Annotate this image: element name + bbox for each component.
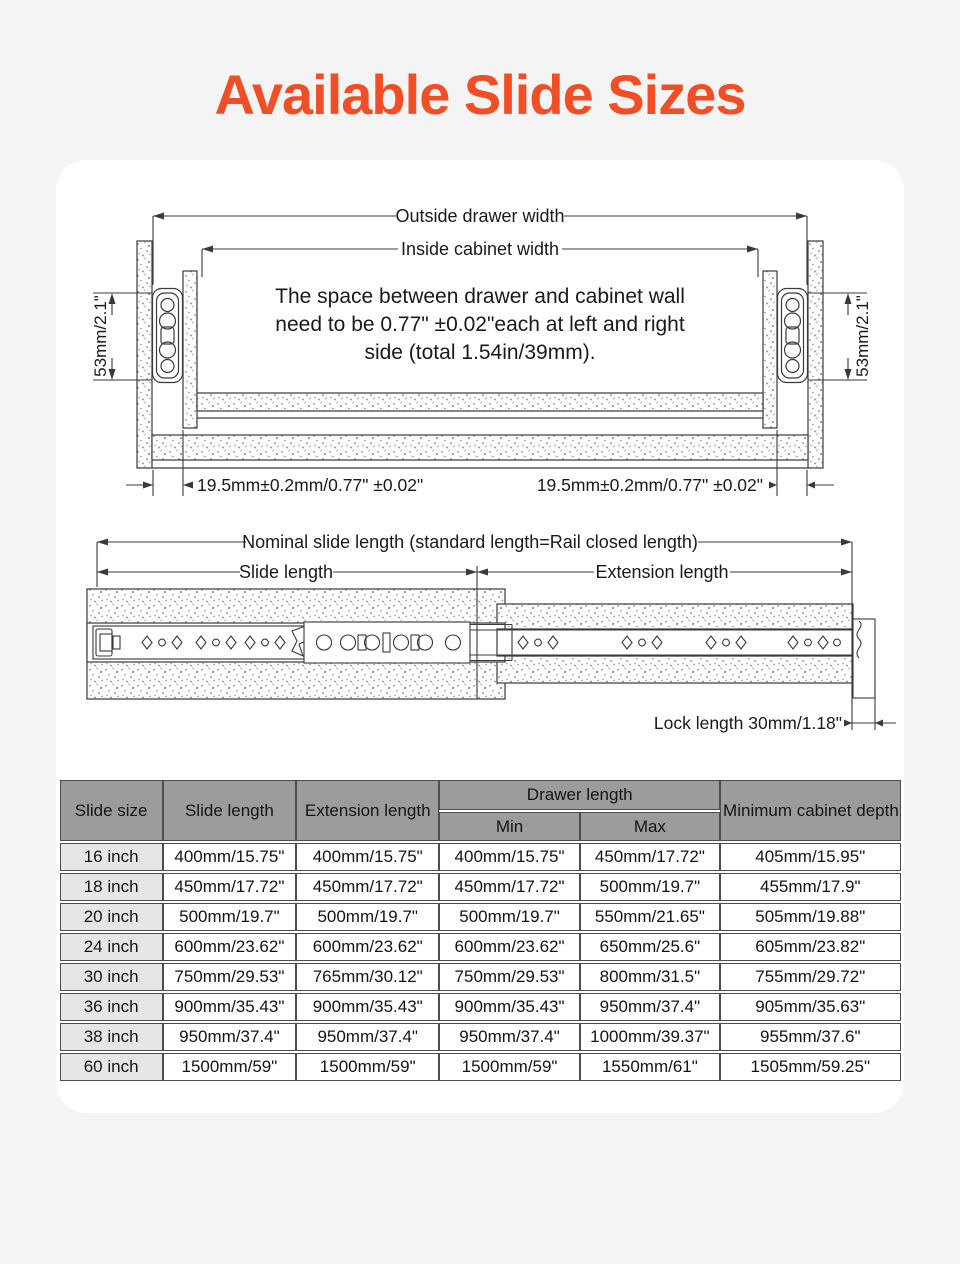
cell-drawer-min: 1500mm/59": [439, 1053, 579, 1081]
cell-drawer-max: 450mm/17.72": [580, 843, 720, 871]
clearance-note-line1: The space between drawer and cabinet wall: [275, 285, 685, 308]
slide-length-diagram: [56, 523, 904, 763]
table-row: [60, 963, 901, 991]
cell-drawer-max: 1550mm/61": [580, 1053, 720, 1081]
header-slide-length: Slide length: [163, 780, 296, 841]
cell-min-cabinet-depth: 1505mm/59.25": [720, 1053, 900, 1081]
cabinet-wall-left: [137, 241, 152, 468]
cell-size: 60 inch: [60, 1053, 163, 1081]
header-extension-length: Extension length: [296, 780, 439, 841]
table-row: [60, 1053, 901, 1081]
cell-slide-length: 900mm/35.43": [163, 993, 296, 1021]
clearance-note: [275, 285, 685, 364]
cell-extension-length: 900mm/35.43": [296, 993, 439, 1021]
cell-min-cabinet-depth: 755mm/29.72": [720, 963, 900, 991]
drawer-side-left: [183, 271, 197, 428]
slide-height-label-left: 53mm/2.1": [91, 295, 110, 377]
table-row: [60, 933, 901, 961]
cell-size: 24 inch: [60, 933, 163, 961]
cell-slide-length: 500mm/19.7": [163, 903, 296, 931]
cell-min-cabinet-depth: 905mm/35.63": [720, 993, 900, 1021]
cell-size: 20 inch: [60, 903, 163, 931]
cell-drawer-min: 900mm/35.43": [439, 993, 579, 1021]
lock-length-label: Lock length 30mm/1.18": [653, 713, 842, 733]
slide-sizes-table: [60, 778, 901, 1083]
cell-size: 36 inch: [60, 993, 163, 1021]
ball-bearing-carriage: [292, 622, 470, 663]
cell-drawer-min: 450mm/17.72": [439, 873, 579, 901]
cell-extension-length: 765mm/30.12": [296, 963, 439, 991]
cell-min-cabinet-depth: 605mm/23.82": [720, 933, 900, 961]
header-min-cabinet-depth: Minimum cabinet depth: [720, 780, 900, 841]
cell-size: 38 inch: [60, 1023, 163, 1051]
cell-slide-length: 600mm/23.62": [163, 933, 296, 961]
header-slide-size: Slide size: [60, 780, 163, 841]
cell-drawer-max: 800mm/31.5": [580, 963, 720, 991]
drawer-side-right: [763, 271, 777, 428]
cell-size: 30 inch: [60, 963, 163, 991]
cell-min-cabinet-depth: 455mm/17.9": [720, 873, 900, 901]
cell-slide-length: 950mm/37.4": [163, 1023, 296, 1051]
drawer-bottom-panel: [197, 393, 763, 411]
header-drawer-max: Max: [580, 812, 720, 841]
rail-channel-right: [497, 629, 853, 656]
clearance-note-line3: side (total 1.54in/39mm).: [364, 341, 596, 364]
cell-size: 18 inch: [60, 873, 163, 901]
nominal-length-label: Nominal slide length (standard length=Rail closed length): [242, 532, 698, 552]
cell-min-cabinet-depth: 405mm/15.95": [720, 843, 900, 871]
cell-extension-length: 1500mm/59": [296, 1053, 439, 1081]
header-drawer-length: Drawer length: [439, 780, 720, 810]
cell-drawer-max: 950mm/37.4": [580, 993, 720, 1021]
cell-slide-length: 750mm/29.53": [163, 963, 296, 991]
table-row: [60, 903, 901, 931]
cell-slide-length: 400mm/15.75": [163, 843, 296, 871]
table-header: [60, 780, 901, 841]
cell-drawer-min: 950mm/37.4": [439, 1023, 579, 1051]
table-row: [60, 993, 901, 1021]
cell-extension-length: 950mm/37.4": [296, 1023, 439, 1051]
cell-min-cabinet-depth: 505mm/19.88": [720, 903, 900, 931]
cell-slide-length: 1500mm/59": [163, 1053, 296, 1081]
cell-extension-length: 400mm/15.75": [296, 843, 439, 871]
cell-extension-length: 450mm/17.72": [296, 873, 439, 901]
cell-drawer-max: 500mm/19.7": [580, 873, 720, 901]
cell-slide-length: 450mm/17.72": [163, 873, 296, 901]
cabinet-wall-right: [808, 241, 823, 468]
content-card: [56, 160, 904, 1113]
cabinet-bottom-panel: [152, 435, 808, 460]
infographic-page: [0, 64, 960, 1113]
table-row: [60, 873, 901, 901]
page-title: Available Slide Sizes: [214, 63, 746, 126]
bottom-clearance-label-left: 19.5mm±0.2mm/0.77" ±0.02": [197, 475, 424, 495]
header-drawer-min: Min: [439, 812, 579, 841]
clearance-note-line2: need to be 0.77" ±0.02"each at left and right: [275, 313, 685, 336]
cell-drawer-max: 650mm/25.6": [580, 933, 720, 961]
cell-extension-length: 500mm/19.7": [296, 903, 439, 931]
outside-drawer-width-label: Outside drawer width: [395, 206, 565, 226]
inside-cabinet-width-label: Inside cabinet width: [400, 239, 560, 259]
slide-height-label-right: 53mm/2.1": [853, 295, 872, 377]
slide-profile-right: [778, 289, 808, 383]
cell-drawer-max: 1000mm/39.37": [580, 1023, 720, 1051]
slide-profile-left: [153, 289, 183, 383]
extension-length-label: Extension length: [595, 562, 729, 582]
cell-drawer-min: 400mm/15.75": [439, 843, 579, 871]
cell-extension-length: 600mm/23.62": [296, 933, 439, 961]
cell-size: 16 inch: [60, 843, 163, 871]
cell-drawer-max: 550mm/21.65": [580, 903, 720, 931]
slide-length-label: Slide length: [238, 562, 334, 582]
cell-min-cabinet-depth: 955mm/37.6": [720, 1023, 900, 1051]
drawer-front-edge: [853, 619, 875, 698]
table-row: [60, 1023, 901, 1051]
cell-drawer-min: 500mm/19.7": [439, 903, 579, 931]
drawer-cross-section-diagram: [56, 193, 904, 523]
cell-drawer-min: 600mm/23.62": [439, 933, 579, 961]
cell-drawer-min: 750mm/29.53": [439, 963, 579, 991]
table-row: [60, 843, 901, 871]
bottom-clearance-label-right: 19.5mm±0.2mm/0.77" ±0.02": [536, 475, 763, 495]
